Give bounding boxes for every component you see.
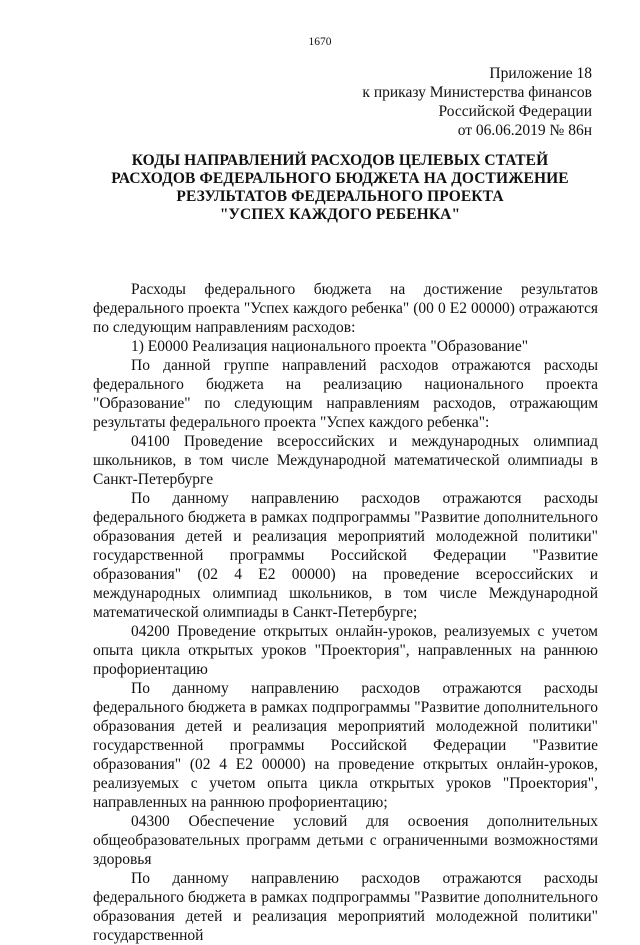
paragraph-section-e0000-desc: По данной группе направлений расходов отражаются расходы федерального бюджета на реализацию национального проекта "Образование" по следующим направлениям расходов, отражающим результаты федерального проекта "Успех каждого ребенка":	[93, 357, 598, 431]
title-line-3: РЕЗУЛЬТАТОВ ФЕДЕРАЛЬНОГО ПРОЕКТА	[176, 188, 504, 205]
appendix-line-2: к приказу Министерства финансов	[362, 84, 592, 101]
document-body	[93, 280, 598, 945]
paragraph-intro: Расходы федерального бюджета на достижение результатов федерального проекта "Успех каждого ребенка" (00 0 Е2 00000) отражаются по следующим направлениям расходов:	[93, 281, 598, 336]
appendix-line-3: Российской Федерации	[438, 103, 592, 120]
paragraph-section-e0000: 1) Е0000 Реализация национального проекта "Образование"	[131, 338, 529, 355]
title-line-2: РАСХОДОВ ФЕДЕРАЛЬНОГО БЮДЖЕТА НА ДОСТИЖЕНИЕ	[111, 170, 569, 187]
paragraph-code-04100: 04100 Проведение всероссийских и международных олимпиад школьников, в том числе Международной математической олимпиады в Санкт-Петербурге	[93, 433, 598, 488]
paragraph-code-04300: 04300 Обеспечение условий для освоения дополнительных общеобразовательных программ детьми с ограниченными возможностями здоровья	[93, 813, 598, 868]
title-line-4: "УСПЕХ КАЖДОГО РЕБЕНКА"	[219, 206, 461, 223]
paragraph-code-04300-desc: По данному направлению расходов отражаются расходы федерального бюджета в рамках подпрограммы "Развитие дополнительного образования детей и реализация мероприятий молодежной политики" государственной	[93, 870, 598, 944]
appendix-header	[362, 64, 592, 140]
document-title	[60, 152, 620, 224]
appendix-line-1: Приложение 18	[489, 65, 592, 82]
title-line-1: КОДЫ НАПРАВЛЕНИЙ РАСХОДОВ ЦЕЛЕВЫХ СТАТЕЙ	[131, 152, 549, 169]
paragraph-code-04200: 04200 Проведение открытых онлайн-уроков, реализуемых с учетом опыта цикла открытых уроков "Проектория", направленных на раннюю профориентацию	[93, 623, 598, 678]
paragraph-code-04100-desc: По данному направлению расходов отражаются расходы федерального бюджета в рамках подпрограммы "Развитие дополнительного образования детей и реализация мероприятий молодежной политики" государственной программы Российской Федерации "Развитие образования" (02 4 Е2 00000) на проведение всероссийских и международных олимпиад школьников, в том числе Международной математической олимпиады в Санкт-Петербурге;	[93, 490, 598, 621]
paragraph-code-04200-desc: По данному направлению расходов отражаются расходы федерального бюджета в рамках подпрограммы "Развитие дополнительного образования детей и реализация мероприятий молодежной политики" государственной программы Российской Федерации "Развитие образования" (02 4 Е2 00000) на проведение открытых онлайн-уроков, реализуемых с учетом опыта цикла открытых уроков "Проектория", направленных на раннюю профориентацию;	[93, 680, 598, 811]
appendix-line-4: от 06.06.2019 № 86н	[457, 122, 592, 139]
page-number: 1670	[308, 36, 332, 48]
